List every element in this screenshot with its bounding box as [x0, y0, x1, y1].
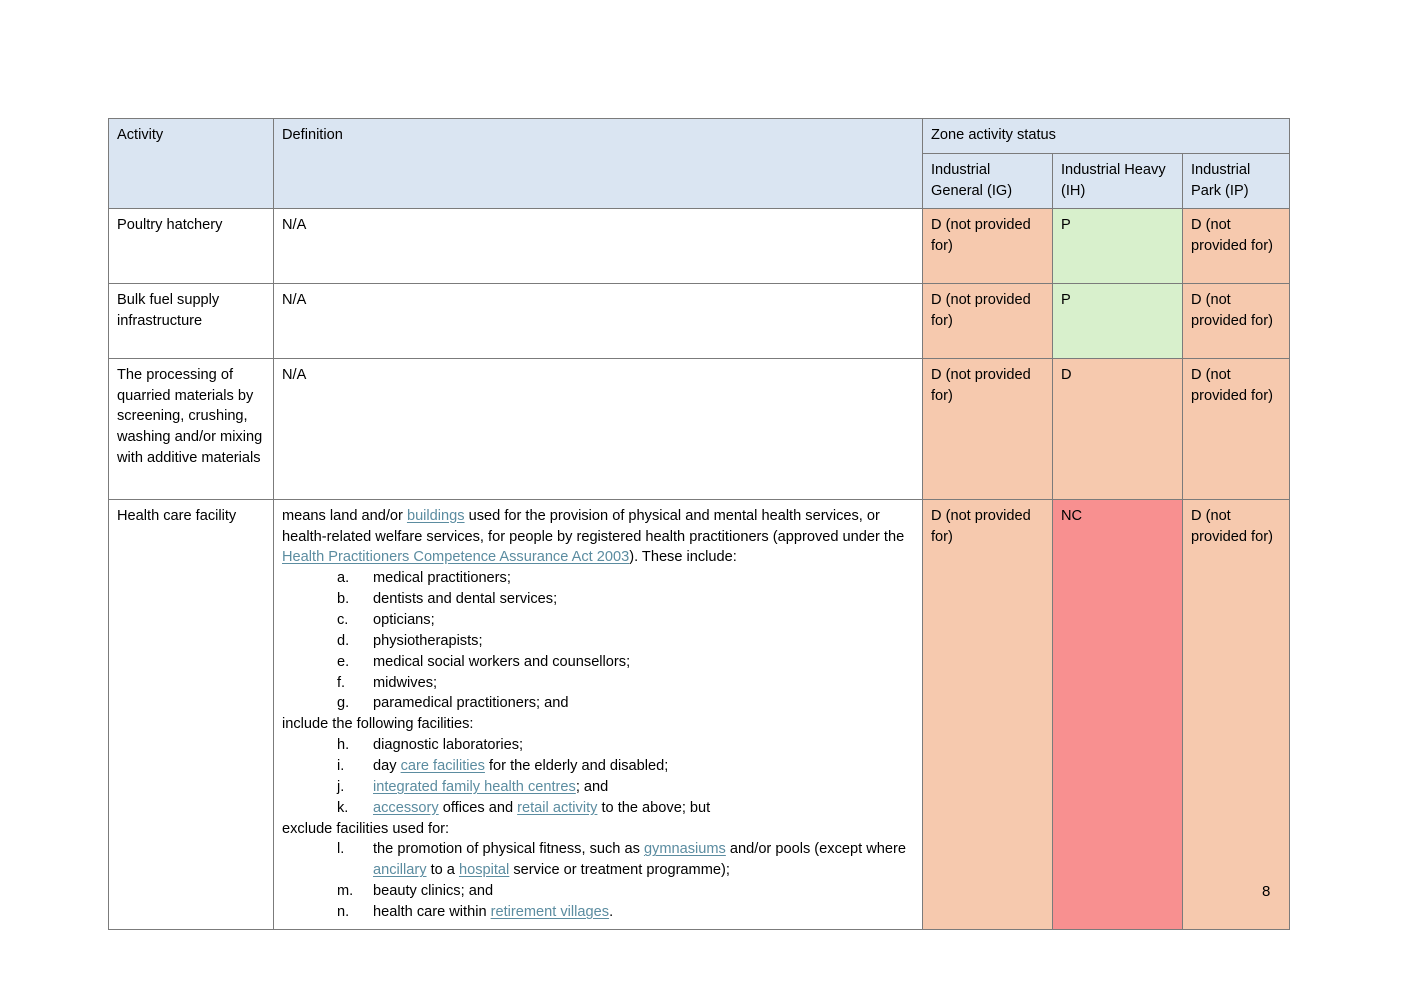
activity-definition: N/A: [274, 358, 923, 499]
list-item-text: dentists and dental services;: [373, 591, 558, 608]
status-badge-ip: D (not provided for): [1183, 208, 1290, 283]
list-item: [337, 777, 915, 798]
activity-name: The processing of quarried materials by screening, crushing, washing and/or mixing with additive materials: [109, 358, 274, 499]
list-marker: n.: [337, 904, 350, 921]
link-care-facilities[interactable]: care facilities: [400, 758, 485, 775]
definition-exclude-intro: exclude facilities used for:: [282, 820, 450, 837]
list-item: [337, 798, 915, 819]
list-marker: i.: [337, 758, 345, 775]
link-gymnasiums[interactable]: gymnasiums: [643, 841, 726, 858]
column-header-industrial-heavy: Industrial Heavy (IH): [1053, 154, 1183, 209]
list-item-text: ; and: [575, 778, 609, 795]
definition-include-intro: include the following facilities:: [282, 716, 474, 733]
list-marker: g.: [337, 695, 350, 712]
activity-name: Health care facility: [109, 499, 274, 929]
list-item-text: and/or pools (except where: [725, 841, 906, 858]
list-marker: a.: [337, 570, 350, 587]
list-item: [337, 881, 915, 902]
table-row: [109, 358, 1290, 499]
link-retail-activity[interactable]: retail activity: [517, 799, 598, 816]
definition-text-part: used for the provision of physical and mental health services, or health-related welfare services, for people by registered health practitioners (approved under the: [282, 507, 905, 545]
list-item: [337, 589, 915, 610]
column-header-activity: Activity: [109, 119, 274, 209]
status-badge-ip: D (not provided for): [1183, 499, 1290, 929]
table-header-row-1: [109, 119, 1290, 154]
link-buildings[interactable]: buildings: [406, 507, 465, 524]
activity-name: Bulk fuel supply infrastructure: [109, 283, 274, 358]
list-item-text: opticians;: [373, 612, 435, 629]
list-item: [337, 568, 915, 589]
list-item-text: medical practitioners;: [373, 570, 511, 587]
list-item: [337, 693, 915, 714]
status-badge-ih: NC: [1053, 499, 1183, 929]
list-marker: h.: [337, 737, 350, 754]
definition-text-part: ). These include:: [629, 549, 737, 566]
page-number: 8: [1262, 883, 1271, 900]
status-badge-ih: P: [1053, 283, 1183, 358]
link-accessory[interactable]: accessory: [373, 799, 439, 816]
list-item-text: for the elderly and disabled;: [484, 758, 669, 775]
definition-text-part: means land and/or: [282, 507, 407, 524]
list-item: [337, 902, 915, 923]
definition-list-facilities: [282, 735, 915, 818]
status-badge-ig: D (not provided for): [923, 358, 1053, 499]
list-item-text: beauty clinics; and: [373, 883, 494, 900]
list-item: [337, 631, 915, 652]
table-row: [109, 499, 1290, 929]
status-badge-ig: D (not provided for): [923, 208, 1053, 283]
link-ancillary[interactable]: ancillary: [373, 862, 427, 879]
status-badge-ig: D (not provided for): [923, 283, 1053, 358]
list-marker: c.: [337, 612, 349, 629]
list-marker: b.: [337, 591, 350, 608]
list-item: [337, 735, 915, 756]
list-item: [337, 756, 915, 777]
list-item: [337, 673, 915, 694]
list-item-text: to the above; but: [597, 799, 711, 816]
activity-name: Poultry hatchery: [109, 208, 274, 283]
list-item-text: physiotherapists;: [373, 632, 483, 649]
column-header-industrial-general: Industrial General (IG): [923, 154, 1053, 209]
column-header-zone-activity-status: Zone activity status: [923, 119, 1290, 154]
list-marker: f.: [337, 674, 346, 691]
definition-list-includes: [282, 568, 915, 714]
list-marker: d.: [337, 632, 350, 649]
list-item-text: to a: [426, 862, 459, 879]
table-row: [109, 208, 1290, 283]
list-item: [337, 610, 915, 631]
status-badge-ih: D: [1053, 358, 1183, 499]
table-row: [109, 283, 1290, 358]
list-item-text: medical social workers and counsellors;: [373, 653, 631, 670]
link-retirement-villages[interactable]: retirement villages: [490, 904, 610, 921]
activity-definition: [274, 499, 923, 929]
link-integrated-family-health-centres[interactable]: integrated family health centres: [373, 778, 576, 795]
list-item-text: offices and: [438, 799, 518, 816]
status-badge-ip: D (not provided for): [1183, 358, 1290, 499]
list-item-text: service or treatment programme);: [509, 862, 730, 879]
link-health-practitioners-act[interactable]: Health Practitioners Competence Assurance Act 2003: [282, 549, 630, 566]
list-item: [337, 839, 915, 881]
zone-activity-status-table: [108, 118, 1290, 930]
column-header-definition: Definition: [274, 119, 923, 209]
list-marker: j.: [337, 778, 345, 795]
list-item-text: diagnostic laboratories;: [373, 737, 524, 754]
list-item-text: the promotion of physical fitness, such as: [373, 841, 644, 858]
activity-definition: N/A: [274, 283, 923, 358]
status-badge-ih: P: [1053, 208, 1183, 283]
list-marker: m.: [337, 883, 354, 900]
status-badge-ig: D (not provided for): [923, 499, 1053, 929]
definition-lead-paragraph: [282, 506, 915, 569]
list-item-text: day: [373, 758, 401, 775]
list-item-text: health care within: [373, 904, 491, 921]
link-hospital[interactable]: hospital: [458, 862, 510, 879]
list-marker: e.: [337, 653, 350, 670]
column-header-industrial-park: Industrial Park (IP): [1183, 154, 1290, 209]
list-marker: l.: [337, 841, 345, 858]
list-item-text: .: [609, 904, 614, 921]
status-badge-ip: D (not provided for): [1183, 283, 1290, 358]
activity-definition: N/A: [274, 208, 923, 283]
definition-list-excludes: [282, 839, 915, 922]
list-item-text: midwives;: [373, 674, 438, 691]
list-marker: k.: [337, 799, 349, 816]
list-item: [337, 652, 915, 673]
list-item-text: paramedical practitioners; and: [373, 695, 569, 712]
